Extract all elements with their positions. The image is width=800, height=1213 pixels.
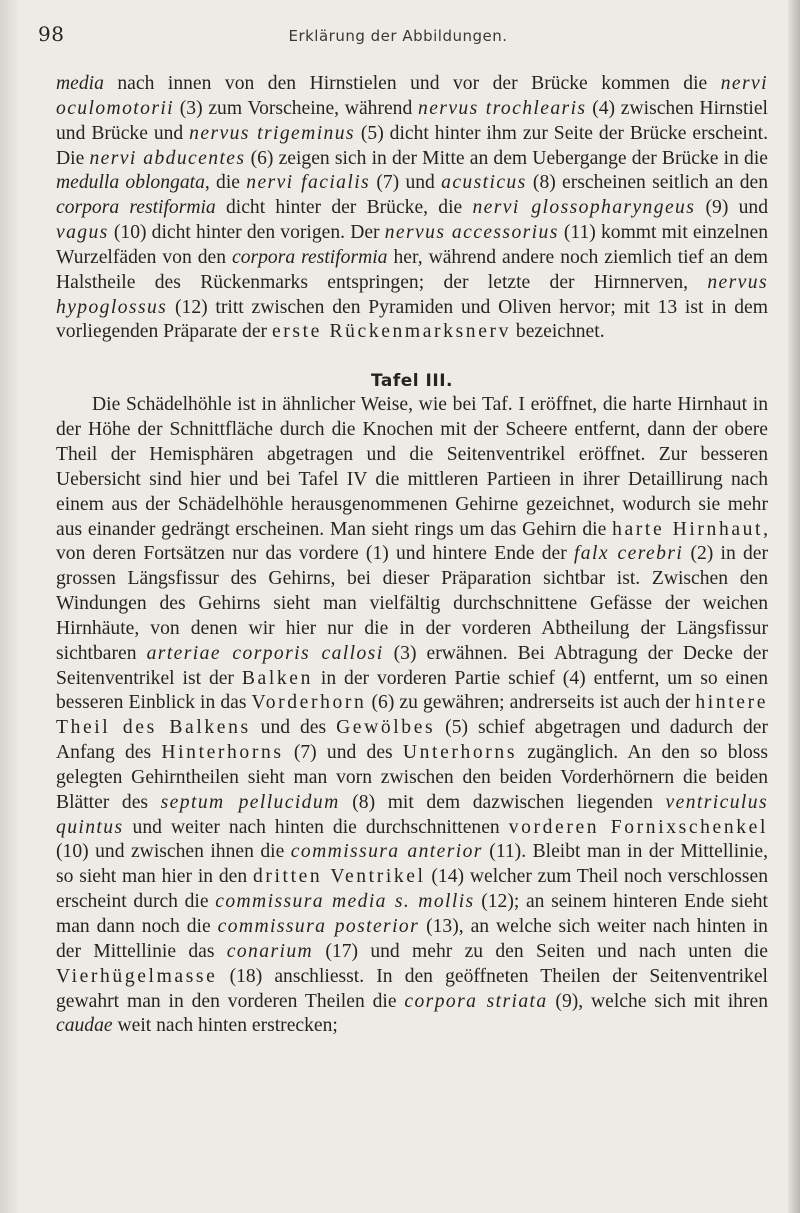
term-sp: harte Hirnhaut: [612, 518, 764, 540]
term-s: nervi abducentes: [89, 147, 246, 169]
text-run: (14) welcher zum Theil noch verschlossen erscheint durch die: [56, 866, 769, 913]
term-sp: Vierhügelmasse: [56, 965, 218, 987]
term-i: caudae: [56, 1015, 113, 1037]
text-run: bezeichnet.: [511, 321, 605, 343]
paragraph-continued: [56, 72, 768, 345]
term-sp: Unterhorns: [402, 742, 518, 764]
term-sp: erste Rückenmarksnerv: [271, 321, 512, 343]
text-run: (3) zum Vorscheine, während: [174, 97, 419, 119]
term-s: arteriae corporis callosi: [146, 642, 384, 664]
text-run: (2) in der grossen Längsfissur des Gehirns, bei dieser Präparation sichtbar ist. Zwischen den Windungen des Gehirns sieht man vielfältig durchschnittene Gefässe der weichen Hirnhäute, von denen wir hier nur die in der vorderen Abtheilung der Längsfissur sichtbaren: [56, 543, 768, 664]
text-run: (4) zwischen Hirnstiel und Brücke und: [56, 97, 769, 144]
term-sp: Gewölbes: [336, 717, 436, 739]
term-s: commissura anterior: [290, 841, 483, 863]
text-run: (3) erwähnen. Bei Abtragung der Decke der Seitenventrikel ist der: [56, 642, 768, 689]
text-run: in der vorderen Partie schief (4) entfernt, um so einen besseren Einblick in das: [56, 667, 769, 714]
text-run: (7) und: [370, 172, 442, 194]
text-run: (11) kommt mit einzelnen Wurzelfäden von den: [56, 222, 768, 268]
text-run: , die: [204, 172, 247, 194]
text-run: (10) und zwischen ihnen die: [56, 841, 291, 863]
text-run: (6) zu gewähren; andrerseits ist auch der: [366, 692, 696, 714]
text-run: (12) tritt zwischen den Pyramiden und Oliven hervor; mit 13 ist in dem vorliegenden Präparate der: [56, 296, 768, 343]
term-sp: hintere Theil des Balkens: [56, 692, 768, 739]
page-gutter-shadow: [0, 0, 18, 1213]
text-run: (9) und: [695, 197, 768, 219]
text-run: her, während andere noch ziemlich tief an dem Halstheile des Rückenmarks entspringen; der letzte der Hirnnerven,: [56, 246, 768, 293]
text-run: , von deren Fortsätzen nur das vordere (1) und hintere Ende der: [56, 518, 768, 565]
term-sp: Hinterhorns: [161, 742, 284, 764]
text-run: (5) dicht hinter ihm zur Seite der Brücke erscheint. Die: [56, 122, 768, 169]
term-i: corpora restiformia: [56, 197, 216, 219]
text-run: dicht hinter der Brücke, die: [215, 197, 473, 219]
text-run: (17) und mehr zu den Seiten und nach unten die: [313, 940, 768, 962]
term-i: medulla oblongata: [56, 172, 205, 194]
term-s: commissura media s. mollis: [215, 891, 475, 913]
text-run: (6) zeigen sich in der Mitte an dem Uebergange der Brücke in die: [245, 147, 768, 169]
section-heading: Tafel III.: [371, 371, 453, 392]
text-run: (8) mit dem dazwischen liegenden: [339, 791, 666, 813]
term-s: commissura posterior: [217, 916, 420, 937]
term-s: vagus: [56, 222, 109, 244]
text-run: (7) und des: [283, 742, 403, 764]
term-sp: vorderen Fornixschenkel: [508, 816, 768, 838]
term-i: media: [56, 73, 104, 94]
text-run: (10) dicht hinter den vorigen. Der: [108, 222, 385, 244]
text-run: (13), an welche sich weiter nach hinten in der Mittellinie das: [56, 916, 768, 962]
term-sp: Balken: [241, 667, 313, 689]
term-s: corpora striata: [404, 990, 548, 1012]
term-s: nervi oculomotorii: [56, 73, 768, 119]
text-run: (8) erscheinen seitlich an den: [526, 172, 768, 194]
page-header: [38, 22, 758, 58]
text-run: (12); an seinem hinteren Ende sieht man dann noch die: [56, 891, 768, 937]
text-run: (18) anschliesst. In den geöffneten Theilen der Seitenventrikel gewahrt man in den vorderen Theilen die: [56, 965, 768, 1012]
term-sp: Vorderhorn: [251, 692, 367, 714]
paragraph-tafel-iii: [56, 393, 768, 1039]
page-number: 98: [38, 22, 65, 46]
text-run: und des: [250, 717, 337, 739]
term-s: falx cerebri: [573, 543, 684, 565]
term-s: nervi glossopharyngeus: [472, 197, 696, 219]
running-head: Erklärung der Abbildungen.: [288, 27, 508, 45]
text-run: und weiter nach hinten die durchschnittenen: [123, 816, 509, 838]
text-run: zugänglich. An den so bloss gelegten Gehirntheilen sieht man vorn zwischen den beiden Vorderhörnern die beiden Blätter des: [56, 742, 768, 813]
text-run: (11). Bleibt man in der Mittellinie, so sieht man hier in den: [56, 841, 768, 888]
term-s: conarium: [226, 940, 314, 962]
page-body: [56, 72, 768, 1039]
term-s: acusticus: [441, 172, 527, 194]
text-run: Die Schädelhöhle ist in ähnlicher Weise, wie bei Taf. I eröffnet, die harte Hirnhaut in der Höhe der Schnittfläche durch die Knochen mit der Scheere entfernt, dann der obere Theil der Hemisphären abgetragen und die Seitenventrikel eröffnet. Zur besseren Uebersicht sind hier und bei Tafel IV die mittleren Partieen in ihrer Detaillirung nach einem aus der Schädelhöhle herausgenommenen Gehirne gezeichnet, wodurch sie mehr aus einander gedrängt erscheinen. Man sieht rings um das Gehirn die: [56, 394, 768, 540]
text-run: weit nach hinten erstrecken;: [112, 1015, 338, 1037]
term-i: corpora restiformia: [232, 246, 388, 268]
term-s: ventriculus quintus: [56, 791, 768, 838]
term-s: nervi facialis: [246, 172, 371, 194]
text-run: (5) schief abgetragen und dadurch der Anfang des: [56, 717, 768, 764]
term-sp: dritten Ventrikel: [252, 866, 426, 888]
term-s: nervus trigeminus: [189, 122, 355, 144]
term-s: nervus trochlearis: [418, 97, 587, 119]
text-run: nach innen von den Hirnstielen und vor der Brücke kommen die: [103, 73, 721, 94]
term-s: septum pellucidum: [160, 791, 340, 813]
page-edge-shadow: [788, 0, 800, 1213]
term-s: nervus hypoglossus: [56, 271, 768, 318]
term-s: nervus accessorius: [384, 222, 559, 244]
text-run: (9), welche sich mit ihren: [547, 990, 768, 1012]
